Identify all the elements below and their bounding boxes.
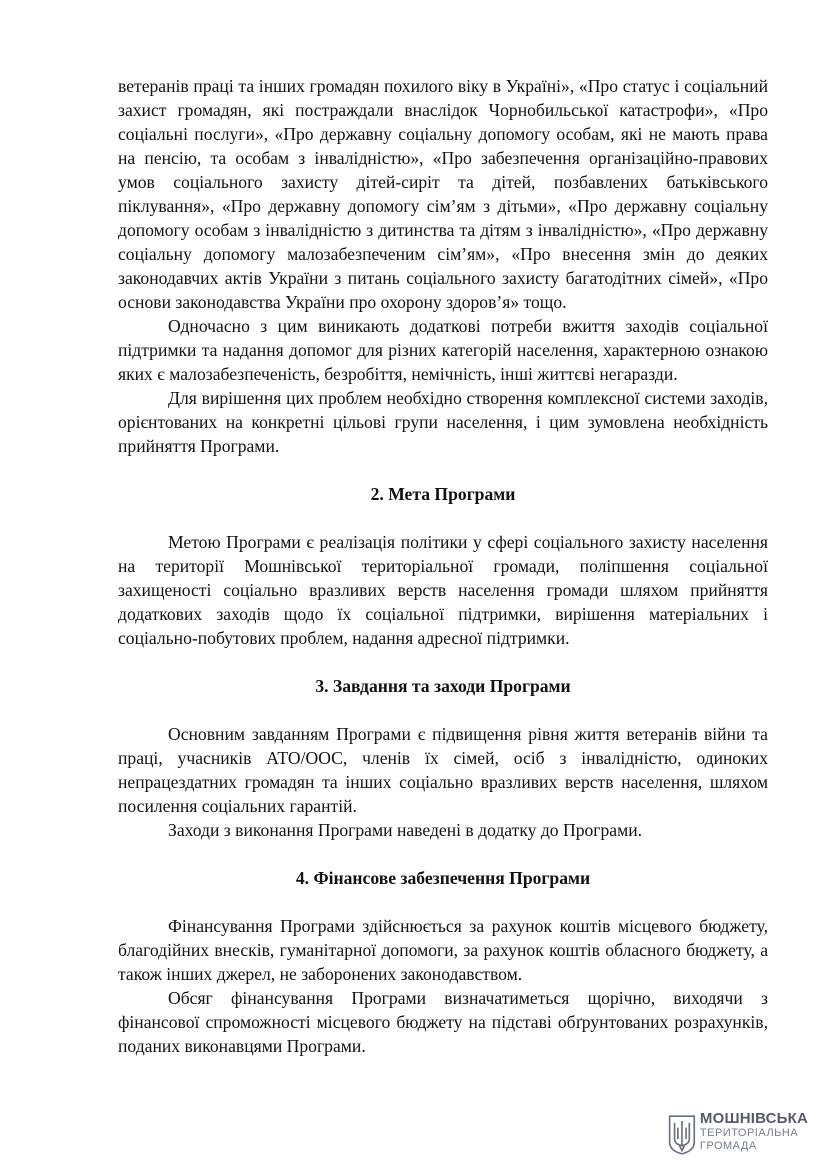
logo-subtitle-1: ТЕРИТОРІАЛЬНА — [699, 1127, 799, 1139]
community-logo — [668, 1110, 808, 1162]
section-3-heading: 3. Завдання та заходи Програми — [315, 676, 571, 696]
document-page — [118, 74, 768, 1058]
trident-emblem-icon — [668, 1110, 696, 1160]
section-4-paragraph-2: Обсяг фінансування Програми визначатиметься щорічно, виходячи з фінансової спроможності місцевого бюджету на підставі обґрунтованих розрахунків, поданих виконавцями Програми. — [118, 988, 768, 1056]
section-3-paragraph-1: Основним завданням Програми є підвищення рівня життя ветеранів війни та праці, учасників АТО/ООС, членів їх сімей, осіб з інвалідністю, одиноких непрацездатних громадян та інших соціально вразливих верств населення, шляхом посилення соціальних гарантій. — [118, 724, 768, 816]
logo-subtitle-2: ГРОМАДА — [699, 1140, 757, 1152]
paragraph-additional-needs: Одночасно з цим виникають додаткові потреби вжиття заходів соціальної підтримки та надання допомог для різних категорій населення, характерною ознакою яких є малозабезпеченість, безробіття, немічність, інші життєві негаразди. — [118, 316, 768, 384]
section-2-paragraph: Метою Програми є реалізація політики у сфері соціального захисту населення на території Мошнівської територіальної громади, поліпшення соціальної захищеності соціально вразливих верств населення громади шляхом прийняття додаткових заходів щодо їх соціальної підтримки, вирішення матеріальних і соціально-побутових проблем, надання адресної підтримки. — [118, 532, 768, 648]
section-4-paragraph-1: Фінансування Програми здійснюється за рахунок коштів місцевого бюджету, благодійних внесків, гуманітарної допомоги, за рахунок коштів обласного бюджету, а також інших джерел, не заборонених законодавством. — [118, 916, 768, 984]
section-2-heading: 2. Мета Програми — [370, 484, 516, 504]
paragraph-solution: Для вирішення цих проблем необхідно створення комплексної системи заходів, орієнтованих на конкретні цільові групи населення, і цим зумовлена необхідність прийняття Програми. — [118, 388, 768, 456]
section-4-heading: 4. Фінансове забезпечення Програми — [295, 868, 591, 888]
logo-title: МОШНІВСЬКА — [699, 1110, 808, 1127]
logo-text-block — [700, 1110, 808, 1153]
section-3-paragraph-2: Заходи з виконання Програми наведені в додатку до Програми. — [168, 820, 643, 840]
paragraph-intro-continued: ветеранів праці та інших громадян похилого віку в Україні», «Про статус і соціальний захист громадян, які постраждали внаслідок Чорнобильської катастрофи», «Про соціальні послуги», «Про державну соціальну допомогу особам, які не мають права на пенсію, та особам з інвалідністю», «Про забезпечення організаційно-правових умов соціального захисту дітей-сиріт та дітей, позбавлених батьківського піклування», «Про державну допомогу сім’ям з дітьми», «Про державну соціальну допомогу особам з інвалідністю з дитинства та дітям з інвалідністю», «Про державну соціальну допомогу малозабезпеченим сім’ям», «Про внесення змін до деяких законодавчих актів України з питань соціального захисту багатодітних сімей», «Про основи законодавства України про охорону здоров’я» тощо. — [118, 76, 768, 312]
